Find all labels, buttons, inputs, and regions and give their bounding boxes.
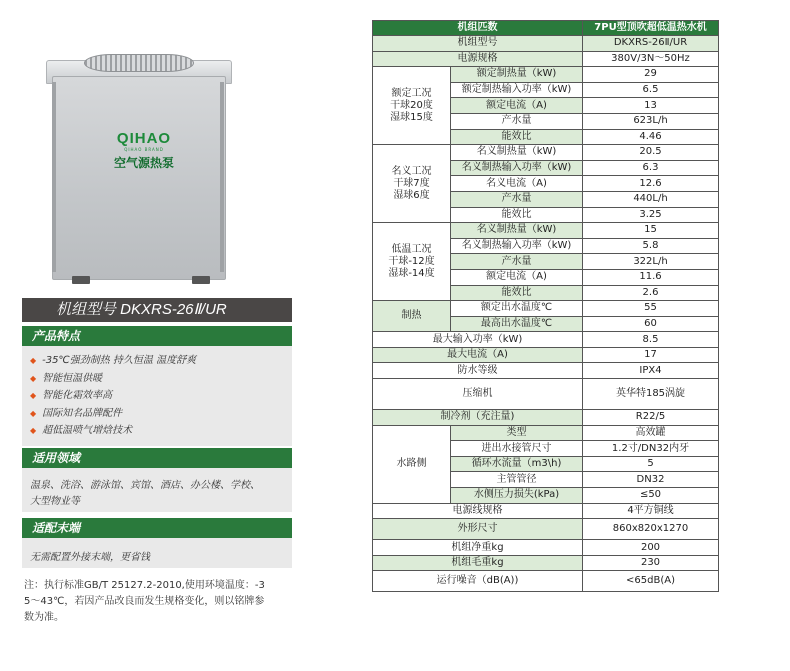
row-value: 6.5 — [583, 82, 719, 98]
row-value: 3.25 — [583, 207, 719, 223]
size-value: 860x820x1270 — [583, 519, 719, 540]
row-value: 55 — [583, 301, 719, 317]
diamond-bullet-icon: ◆ — [30, 391, 37, 401]
diamond-bullet-icon: ◆ — [30, 426, 37, 436]
max-current-label: 最大电流（A) — [373, 347, 583, 363]
feature-item: ◆ 智能化霜效率高 — [30, 390, 113, 402]
features-list — [22, 346, 292, 440]
row-label: 类型 — [451, 425, 583, 441]
row-label: 额定电流（A) — [451, 269, 583, 285]
features-heading: 产品特点 — [22, 326, 292, 346]
endpoint-text: 无需配置外接末端，更省钱 — [30, 552, 150, 563]
row-label: 产水量 — [451, 254, 583, 270]
table-row — [373, 67, 719, 83]
row-value: 29 — [583, 67, 719, 83]
row-label: 能效比 — [451, 129, 583, 145]
size-label: 外形尺寸 — [373, 519, 583, 540]
max-input-label: 最大输入功率（kW) — [373, 332, 583, 348]
diamond-bullet-icon: ◆ — [30, 373, 37, 383]
waterproof-value: IPX4 — [583, 363, 719, 379]
unit-body — [52, 76, 226, 280]
footnote-line3: 数为准。 — [24, 612, 64, 623]
lowtemp-group: 低温工况 干球-12度 湿球-14度 — [373, 223, 451, 301]
row-value: 15 — [583, 223, 719, 239]
table-row — [373, 51, 719, 67]
table-row — [373, 301, 719, 317]
row-label: 产水量 — [451, 113, 583, 129]
row-value: 12.6 — [583, 176, 719, 192]
row-label: 额定出水温度℃ — [451, 301, 583, 317]
row-value: 5 — [583, 456, 719, 472]
unit-edge-left — [52, 82, 56, 272]
row-value: 高效罐 — [583, 425, 719, 441]
footnote-line2: 5～43℃，若因产品改良而发生规格变化，则以铭牌参 — [24, 596, 265, 607]
feature-item: ◆ 智能恒温供暖 — [30, 372, 103, 384]
feature-item: ◆ 超低温喷气增焓技术 — [30, 425, 133, 437]
model-value: DKXRS-26Ⅱ/UR — [583, 36, 719, 52]
table-row — [373, 332, 719, 348]
waterside-group: 水路侧 — [373, 425, 451, 503]
heating-group: 制热 — [373, 301, 451, 332]
table-row — [373, 363, 719, 379]
areas-text-line2: 大型物业等 — [30, 496, 80, 507]
max-input-value: 8.5 — [583, 332, 719, 348]
footnote-line1: 注：执行标准GB/T 25127.2-2010,使用环境温度：-3 — [24, 580, 265, 591]
model-title: 机组型号 DKXRS-26Ⅱ/UR — [22, 298, 292, 322]
endpoint-panel — [22, 538, 292, 568]
endpoint-heading: 适配末端 — [22, 518, 292, 538]
row-value: 13 — [583, 98, 719, 114]
row-label: 产水量 — [451, 191, 583, 207]
spec-table — [372, 20, 719, 592]
footnote — [24, 578, 296, 626]
row-value: 6.3 — [583, 160, 719, 176]
row-label: 名义电流（A) — [451, 176, 583, 192]
refrigerant-label: 制冷剂（充注量) — [373, 410, 583, 426]
row-value: 2.6 — [583, 285, 719, 301]
table-row — [373, 540, 719, 556]
brand-logo-sub: QIHAO BRAND — [124, 147, 164, 152]
unit-foot-right — [192, 276, 210, 284]
brand-logo — [98, 130, 190, 171]
table-row — [373, 145, 719, 161]
row-value: ≤50 — [583, 488, 719, 504]
rated-group: 额定工况 干球20度 湿球15度 — [373, 67, 451, 145]
row-label: 名义制热量（kW) — [451, 145, 583, 161]
cable-value: 4平方铜线 — [583, 503, 719, 519]
row-label: 进出水接管尺寸 — [451, 441, 583, 457]
row-label: 循环水流量（m3\h) — [451, 456, 583, 472]
feature-item: ◆ 国际知名品牌配件 — [30, 407, 123, 419]
table-header-row — [373, 21, 719, 36]
model-label: 机组型号 — [373, 36, 583, 52]
areas-heading: 适用领域 — [22, 448, 292, 468]
header-left: 机组匹数 — [373, 21, 583, 36]
row-label: 额定制热量（kW) — [451, 67, 583, 83]
compressor-value: 英华特185涡旋 — [583, 379, 719, 410]
row-value: DN32 — [583, 472, 719, 488]
table-row — [373, 555, 719, 571]
fan-grill — [84, 54, 194, 72]
row-label: 最高出水温度℃ — [451, 316, 583, 332]
row-label: 名义制热量（kW) — [451, 223, 583, 239]
product-image — [44, 60, 232, 282]
feature-item: ◆ -35℃强劲制热 持久恒温 温度舒爽 — [30, 355, 197, 366]
waterproof-label: 防水等级 — [373, 363, 583, 379]
areas-text-line1: 温泉、洗浴、游泳馆、宾馆、酒店、办公楼、学校、 — [30, 480, 260, 491]
row-value: 1.2寸/DN32内牙 — [583, 441, 719, 457]
table-row — [373, 379, 719, 410]
diamond-bullet-icon: ◆ — [30, 356, 37, 365]
table-row — [373, 410, 719, 426]
row-label: 主管管径 — [451, 472, 583, 488]
power-value: 380V/3N～50Hz — [583, 51, 719, 67]
net-weight-label: 机组净重kg — [373, 540, 583, 556]
max-current-value: 17 — [583, 347, 719, 363]
brand-text: 空气源热泵 — [113, 156, 174, 170]
table-row — [373, 503, 719, 519]
unit-edge-right — [220, 82, 224, 272]
table-row — [373, 425, 719, 441]
row-label: 水侧压力损失(kPa) — [451, 488, 583, 504]
table-row — [373, 347, 719, 363]
row-label: 名义制热输入功率（kW) — [451, 160, 583, 176]
row-value: 623L/h — [583, 113, 719, 129]
row-label: 能效比 — [451, 207, 583, 223]
table-row — [373, 571, 719, 592]
row-label: 名义制热输入功率（kW) — [451, 238, 583, 254]
row-value: 322L/h — [583, 254, 719, 270]
power-label: 电源规格 — [373, 51, 583, 67]
noise-label: 运行噪音（dB(A)) — [373, 571, 583, 592]
row-value: 5.8 — [583, 238, 719, 254]
row-value: 4.46 — [583, 129, 719, 145]
gross-weight-label: 机组毛重kg — [373, 555, 583, 571]
brand-logo-mark: QIHAO — [116, 130, 172, 147]
row-value: 440L/h — [583, 191, 719, 207]
areas-panel — [22, 468, 292, 512]
row-value: 60 — [583, 316, 719, 332]
refrigerant-value: R22/5 — [583, 410, 719, 426]
net-weight-value: 200 — [583, 540, 719, 556]
compressor-label: 压缩机 — [373, 379, 583, 410]
table-row — [373, 223, 719, 239]
unit-foot-left — [72, 276, 90, 284]
row-value: 20.5 — [583, 145, 719, 161]
diamond-bullet-icon: ◆ — [30, 408, 37, 418]
header-right: 7PU型顶吹超低温热水机 — [583, 21, 719, 36]
features-panel — [22, 346, 292, 446]
cable-label: 电源线规格 — [373, 503, 583, 519]
row-value: 11.6 — [583, 269, 719, 285]
noise-value: <65dB(A) — [583, 571, 719, 592]
gross-weight-value: 230 — [583, 555, 719, 571]
row-label: 能效比 — [451, 285, 583, 301]
row-label: 额定制热输入功率（kW) — [451, 82, 583, 98]
table-row — [373, 519, 719, 540]
nominal-group: 名义工况 干球7度 湿球6度 — [373, 145, 451, 223]
table-row — [373, 36, 719, 52]
row-label: 额定电流（A) — [451, 98, 583, 114]
